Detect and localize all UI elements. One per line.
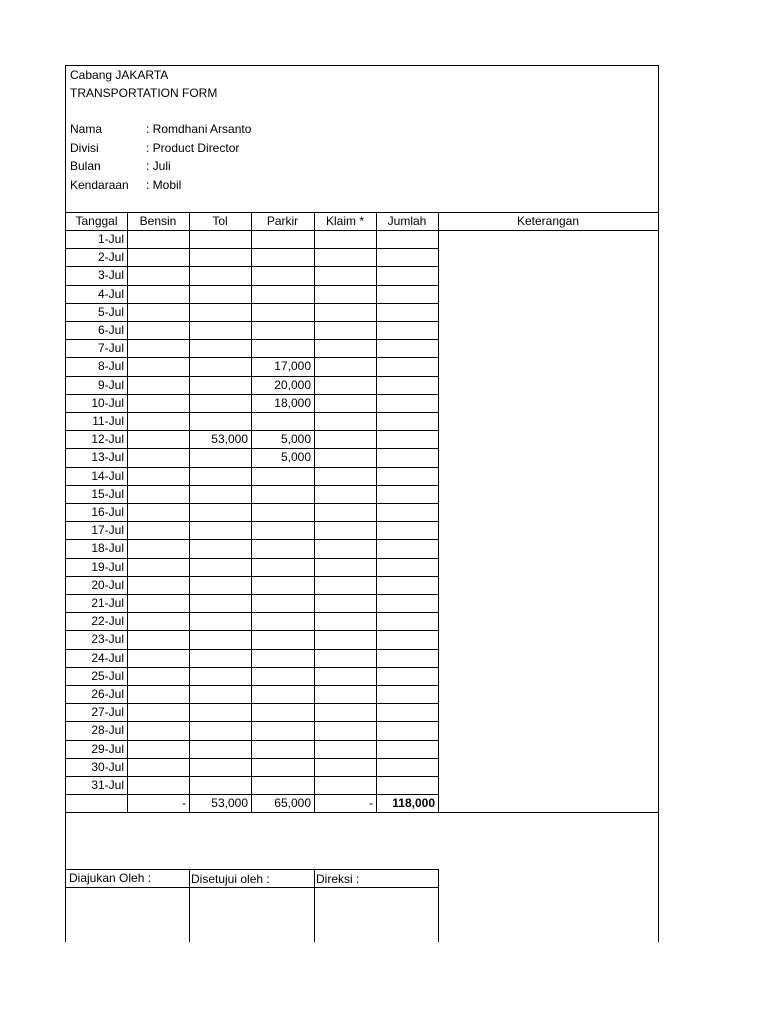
info-value: : Mobil: [146, 177, 182, 192]
info-label: Divisi: [70, 140, 99, 155]
header-bottom-border: [66, 230, 658, 231]
date-cell: 16-Jul: [91, 505, 124, 519]
date-cell: 30-Jul: [91, 759, 124, 774]
info-value: : Juli: [146, 159, 171, 173]
total-cell: 118,000: [392, 796, 435, 811]
date-cell: 13-Jul: [91, 450, 124, 465]
date-cell: 7-Jul: [97, 341, 124, 356]
date-cell: 10-Jul: [91, 395, 124, 410]
date-cell: 28-Jul: [91, 723, 124, 738]
date-cell: 23-Jul: [91, 632, 124, 647]
info-label: Bulan: [70, 159, 101, 173]
director-label: Direksi :: [316, 872, 360, 886]
amount-cell: 5,000: [280, 450, 311, 465]
date-cell: 18-Jul: [91, 541, 124, 556]
date-cell: 14-Jul: [91, 468, 124, 483]
column-divider: [314, 212, 315, 812]
column-header: Parkir: [266, 214, 299, 228]
date-cell: 25-Jul: [91, 668, 124, 683]
form-title: TRANSPORTATION FORM: [70, 86, 218, 100]
date-cell: 22-Jul: [91, 614, 124, 629]
date-cell: 19-Jul: [91, 559, 124, 574]
total-cell: 53,000: [211, 796, 248, 811]
amount-cell: 5,000: [280, 432, 311, 447]
date-cell: 5-Jul: [97, 304, 124, 319]
date-cell: 8-Jul: [97, 359, 124, 374]
date-cell: 24-Jul: [91, 650, 124, 665]
branch-label: Cabang JAKARTA: [70, 68, 169, 82]
date-cell: 20-Jul: [91, 577, 124, 592]
date-cell: 31-Jul: [91, 778, 124, 792]
column-divider: [376, 212, 377, 812]
date-cell: 9-Jul: [97, 377, 124, 392]
date-cell: 3-Jul: [97, 268, 124, 283]
date-cell: 11-Jul: [92, 414, 124, 428]
column-divider: [189, 212, 190, 812]
info-value: : Product Director: [146, 140, 240, 155]
total-cell: 65,000: [274, 796, 311, 811]
date-cell: 12-Jul: [91, 432, 124, 447]
date-cell: 2-Jul: [97, 250, 124, 265]
column-divider: [251, 212, 252, 812]
date-cell: 26-Jul: [91, 687, 124, 701]
amount-cell: 53,000: [211, 432, 248, 447]
column-header: Tol: [212, 214, 228, 228]
date-cell: 6-Jul: [97, 323, 124, 337]
date-cell: 1-Jul: [97, 232, 124, 246]
column-header: Jumlah: [387, 214, 427, 228]
info-value: : Romdhani Arsanto: [146, 122, 252, 136]
table-bottom-border: [66, 812, 658, 813]
signature-divider: [189, 869, 190, 942]
column-divider: [438, 212, 439, 812]
amount-cell: 17,000: [274, 359, 311, 374]
signature-divider: [438, 869, 439, 942]
date-cell: 17-Jul: [91, 523, 124, 538]
date-cell: 27-Jul: [91, 705, 124, 720]
total-cell: -: [369, 796, 373, 811]
submitted-by-label: Diajukan Oleh :: [69, 871, 152, 885]
signature-divider: [314, 869, 315, 942]
column-header: Klaim *: [325, 214, 364, 228]
date-cell: 15-Jul: [91, 486, 124, 501]
column-header: Bensin: [139, 214, 177, 228]
transportation-form-sheet: [65, 65, 659, 942]
column-header: Tanggal: [75, 214, 118, 228]
date-cell: 4-Jul: [97, 286, 124, 301]
amount-cell: 20,000: [274, 377, 311, 392]
column-header: Keterangan: [516, 214, 580, 228]
info-label: Nama: [70, 122, 103, 136]
approved-by-label: Disetujui oleh :: [191, 872, 270, 886]
column-divider: [127, 212, 128, 812]
amount-cell: 18,000: [274, 395, 311, 410]
info-label: Kendaraan: [70, 177, 129, 192]
date-cell: 21-Jul: [91, 596, 124, 610]
date-cell: 29-Jul: [91, 741, 124, 756]
total-cell: -: [182, 796, 186, 811]
